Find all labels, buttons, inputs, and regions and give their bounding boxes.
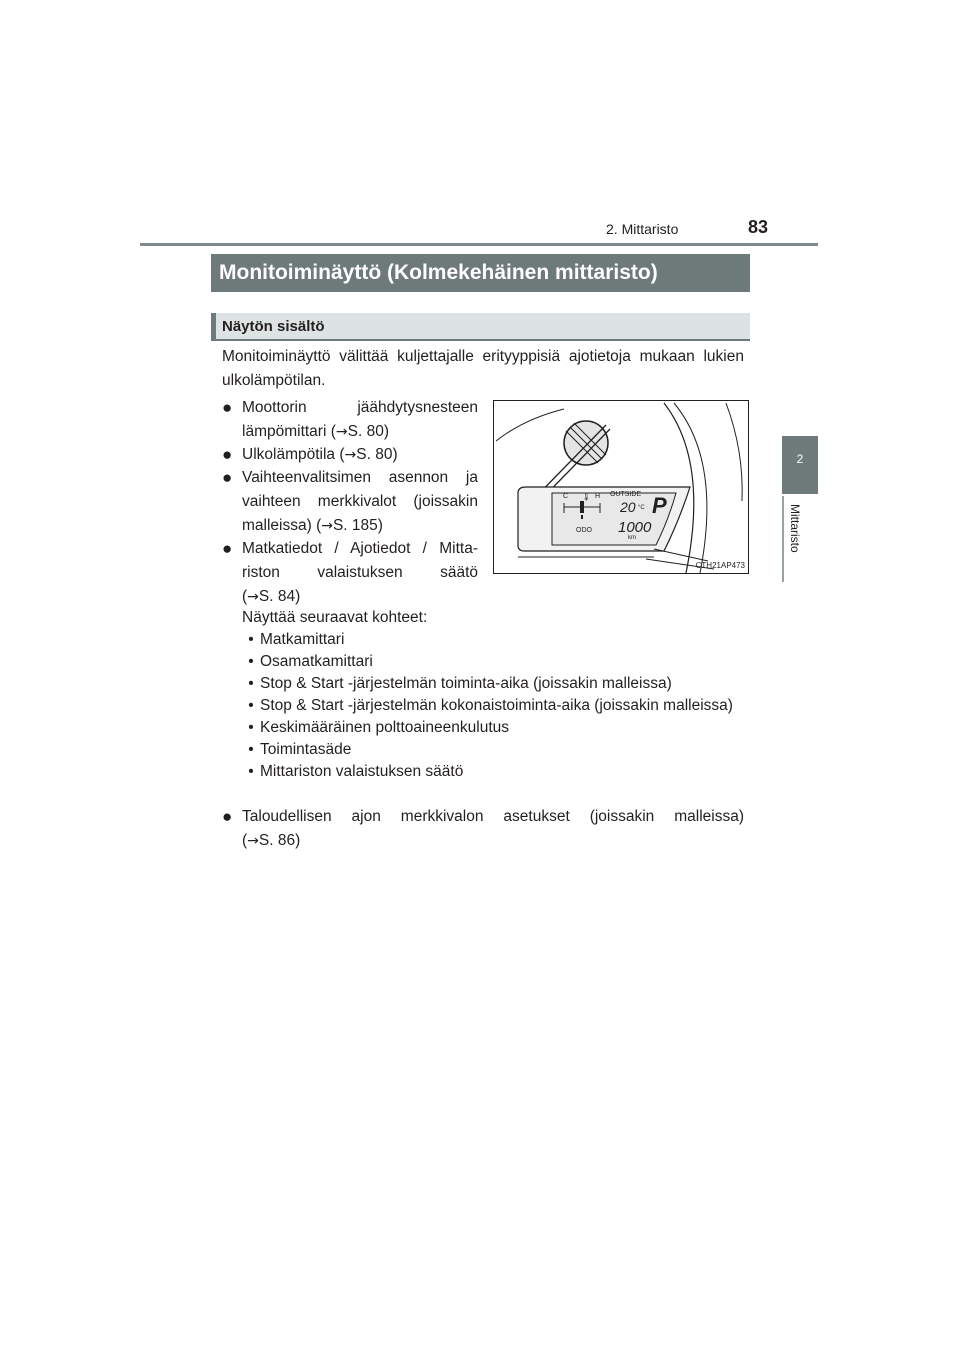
shows-label: Näyttää seuraavat kohteet: — [242, 609, 428, 626]
bullet-text: vaihteen merkkivalot (joissakin — [242, 493, 478, 510]
bullet-item — [222, 396, 478, 444]
bullet-text: ( — [242, 588, 248, 605]
bullet-text: lämpömittari ( — [242, 423, 336, 440]
shows-list — [242, 629, 744, 783]
bullet-text: Vaihteenvalitsimen asennon ja — [242, 469, 478, 486]
page-number: 83 — [748, 217, 769, 237]
outside-temp-unit: °C — [638, 505, 645, 511]
outside-label: OUTSIDE — [610, 491, 642, 498]
header-section-title: 2. Mittaristo — [606, 221, 679, 237]
odo-value: 1000 — [618, 519, 652, 536]
page-reference[interactable]: S. 84) — [258, 588, 301, 605]
page-reference[interactable]: S. 86) — [258, 832, 301, 849]
bullet-dot-icon: ● — [222, 468, 233, 487]
arrow-icon: → — [321, 518, 333, 534]
bullet-item — [222, 443, 478, 467]
bullet-dot-icon: ● — [222, 398, 233, 417]
bullet-text: Moottorin jäähdytysnesteen — [242, 399, 478, 416]
bullet-dot-icon: ● — [222, 445, 233, 464]
odo-label: ODO — [576, 527, 592, 534]
page-reference[interactable]: S. 80) — [347, 423, 389, 440]
bullet-text: riston valaistuksen säätö — [242, 564, 478, 581]
chapter-tab-number: 2 — [796, 452, 804, 466]
page-reference[interactable]: S. 185) — [332, 517, 383, 534]
temp-hot-label: H — [595, 493, 601, 500]
arrow-icon: → — [344, 447, 357, 463]
list-item: • Toimintasäde — [242, 739, 744, 761]
gear-indicator: P — [652, 493, 667, 518]
bullet-small-icon: • — [248, 675, 254, 692]
arrow-icon: → — [247, 833, 259, 849]
figure-code: CTH21AP473 — [695, 561, 745, 570]
list-item: • Keskimääräinen polttoaineenkulutus — [242, 717, 744, 739]
temp-cold-label: C — [563, 493, 569, 500]
bullet-text: Ulkolämpötila ( — [242, 446, 345, 463]
bullet-dot-icon: ● — [222, 807, 233, 826]
bullet-text: malleissa) ( — [242, 517, 322, 534]
bullet-dot-icon: ● — [222, 539, 233, 558]
subsection-accent — [211, 313, 216, 341]
arrow-icon: → — [247, 589, 259, 605]
bullet-text: ( — [242, 832, 248, 849]
list-item: • Matkamittari — [242, 629, 744, 651]
bullet-small-icon: • — [248, 763, 254, 780]
bullet-small-icon: • — [248, 719, 254, 736]
bullet-text: Taloudellisen ajon merkkivalon asetukset (joissakin malleissa) — [242, 808, 744, 825]
page-reference[interactable]: S. 80) — [356, 446, 398, 463]
subsection-title: Näytön sisältö — [222, 318, 325, 335]
arrow-icon: → — [335, 424, 348, 440]
instrument-cluster-illustration — [494, 401, 748, 573]
list-item: • Mittariston valaistuksen säätö — [242, 761, 744, 783]
odo-unit: km — [628, 535, 636, 541]
chapter-tab-rule — [782, 496, 784, 582]
instrument-cluster-figure — [493, 400, 749, 574]
list-item: • Stop & Start -järjestelmän toiminta-aika (joissakin malleissa) — [242, 673, 744, 695]
bullet-small-icon: • — [248, 631, 254, 648]
bullet-item — [222, 537, 478, 609]
list-item: • Osamatkamittari — [242, 651, 744, 673]
section-title: Monitoiminäyttö (Kolmekehäinen mittaristo) — [211, 254, 750, 292]
list-item: • Stop & Start -järjestelmän kokonaistoiminta-aika (joissakin malleissa) — [242, 695, 744, 717]
chapter-tab-label: Mittaristo — [788, 504, 802, 553]
bullet-item — [222, 805, 744, 853]
bullet-small-icon: • — [248, 697, 254, 714]
bullet-small-icon: • — [248, 741, 254, 758]
outside-temp-value: 20 — [620, 499, 636, 515]
bullet-small-icon: • — [248, 653, 254, 670]
intro-paragraph: Monitoiminäyttö välittää kuljettajalle erityyppisiä ajotietoja mukaan lukien ulkolämpötilan. — [222, 348, 744, 389]
bullet-item — [222, 466, 478, 538]
bullet-text: Matkatiedot / Ajotiedot / Mitta- — [242, 540, 478, 557]
header-divider — [140, 243, 818, 246]
coolant-icon: 🌡 — [582, 494, 591, 501]
